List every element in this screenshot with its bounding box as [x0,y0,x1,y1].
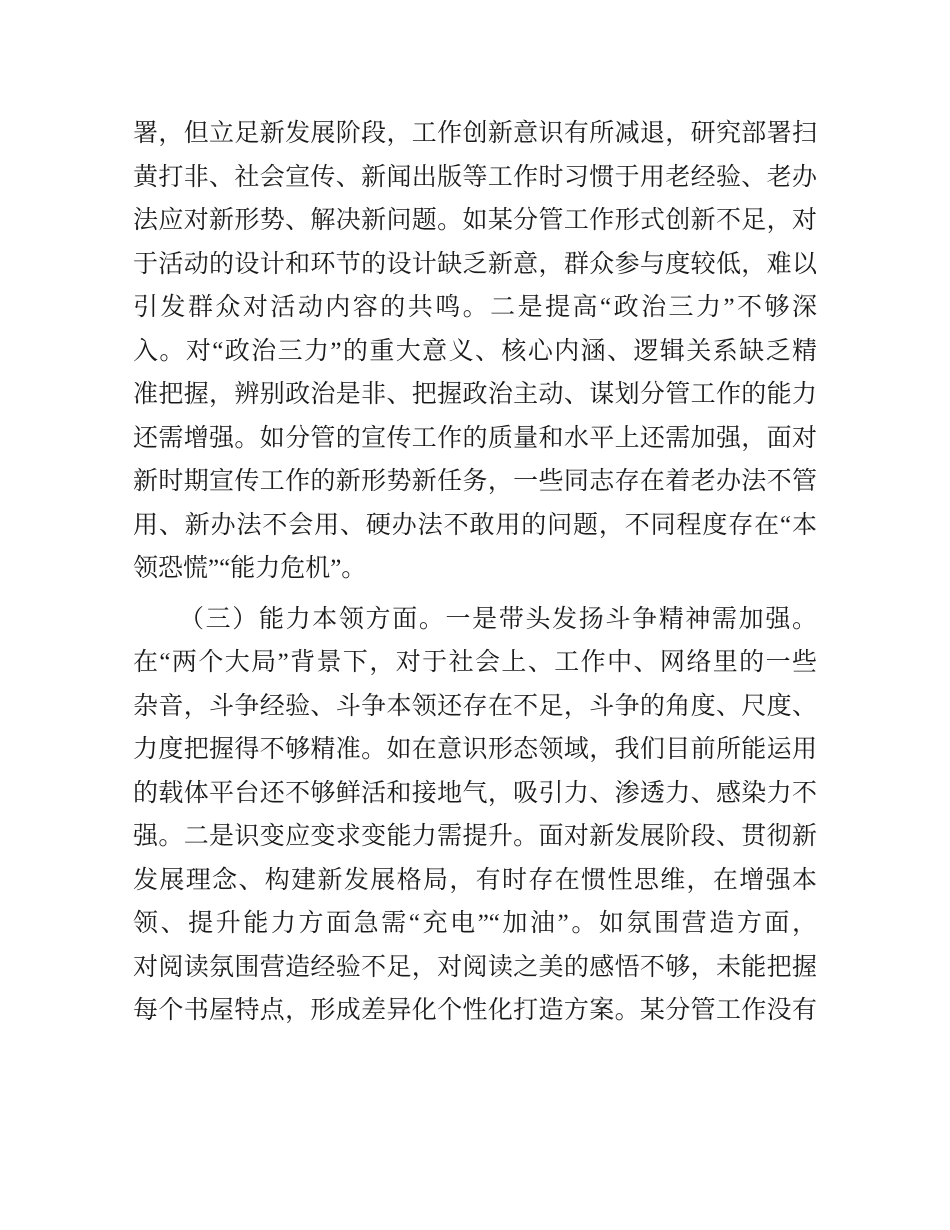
text-line: 署，但立足新发展阶段，工作创新意识有所减退，研究部署扫 [133,120,817,147]
text-line: 对阅读氛围营造经验不足，对阅读之美的感悟不够，未能把握 [133,953,817,981]
text-line: 入。对“政治三力”的重大意义、核心内涵、逻辑关系缺乏精 [133,337,817,365]
text-line: 黄打非、社会宣传、新闻出版等工作时习惯于用老经验、老办 [133,163,817,191]
text-line: 用、新办法不会用、硬办法不敢用的问题，不同程度存在“本 [133,511,817,539]
text-line: 于活动的设计和环节的设计缺乏新意，群众参与度较低，难以 [133,250,817,278]
text-line: 发展理念、构建新发展格局，有时存在惯性思维，在增强本 [133,866,817,894]
text-line: 的载体平台还不够鲜活和接地气，吸引力、渗透力、感染力不 [133,779,817,807]
text-line: 准把握，辨别政治是非、把握政治主动、谋划分管工作的能力 [133,381,817,408]
section-heading-line: （三）能力本领方面。一是带头发扬斗争精神需加强。 [179,605,817,633]
text-line: 领恐慌”“能力危机”。 [133,555,367,582]
text-line: 领、提升能力方面急需“充电”“加油”。如氛围营造方面， [133,910,817,937]
text-line: 新时期宣传工作的新形势新任务，一些同志存在着老办法不管 [133,468,817,495]
paragraph-continuation [133,112,817,591]
paragraph-section-three [133,598,817,1033]
text-line: 在“两个大局”背景下，对于社会上、工作中、网络里的一些 [133,649,817,676]
text-line: 还需增强。如分管的宣传工作的质量和水平上还需加强，面对 [133,424,817,452]
text-line: 强。二是识变应变求变能力需提升。面对新发展阶段、贯彻新 [133,823,817,850]
text-line: 引发群众对活动内容的共鸣。二是提高“政治三力”不够深 [133,294,817,321]
text-line: 力度把握得不够精准。如在意识形态领域，我们目前所能运用 [133,736,817,763]
text-line: 法应对新形势、解决新问题。如某分管工作形式创新不足，对 [133,207,817,234]
text-line: 每个书屋特点，形成差异化个性化打造方案。某分管工作没有 [133,997,817,1024]
document-body [133,112,817,1033]
text-line: 杂音，斗争经验、斗争本领还存在不足，斗争的角度、尺度、 [133,692,817,720]
